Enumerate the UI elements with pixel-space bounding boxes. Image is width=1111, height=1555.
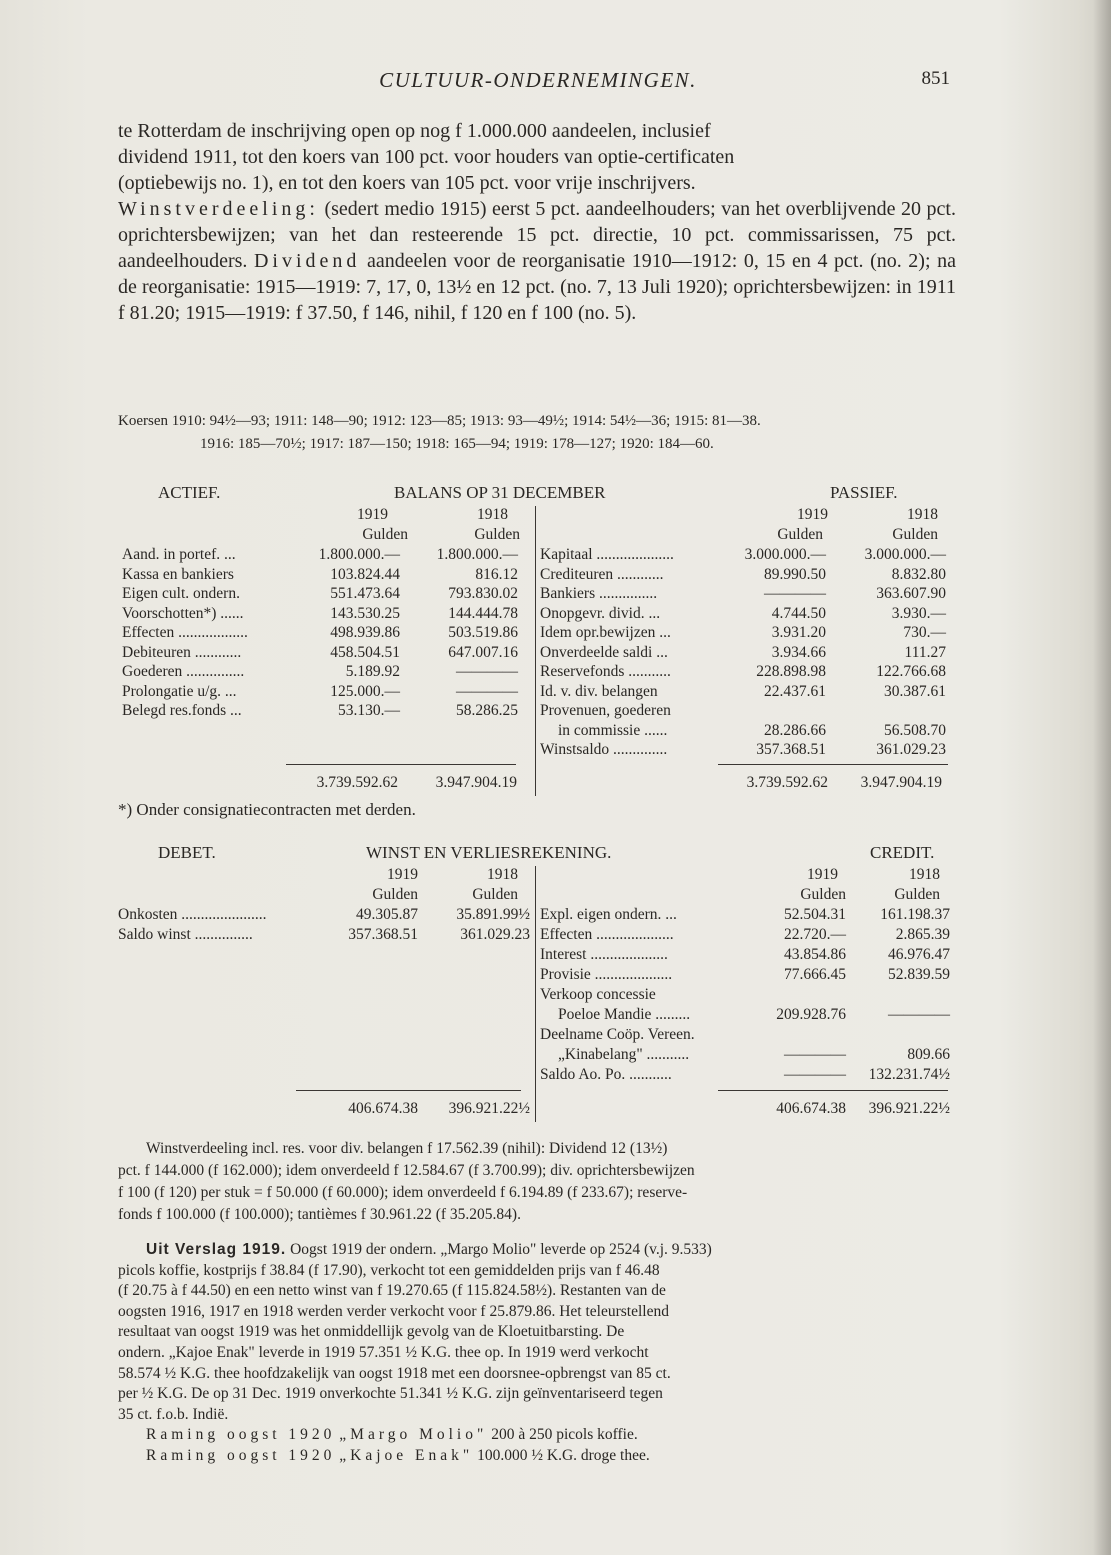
balans-table [118,506,956,796]
year-1918: 1918 [909,866,940,883]
total-credit-1919: 406.674.38 [776,1100,846,1117]
dividend-label: Dividend [253,250,361,272]
unit-label: Gulden [474,526,520,543]
value-1919: 458.504.51 [330,643,400,661]
value-1918: 730.— [903,624,946,641]
para-line: Winstverdeeling incl. res. voor div. belangen f 17.562.39 (nihil): Dividend 12 (13½) [146,1140,668,1157]
value-1918: 809.66 [907,1046,950,1063]
value-1919: ———— [764,585,826,602]
raming-text: 100.000 ½ K.G. droge thee. [473,1446,650,1464]
value-1919: 357.368.51 [348,926,418,943]
year-1919: 1919 [357,506,388,523]
row-label: Bankiers ............... [540,585,658,602]
intro-line: dividend 1911, tot den koers van 100 pct. voor houders van optie-certificaten [118,146,735,168]
balans-header [118,483,956,507]
row-label: in commissie ...... [558,721,668,739]
value-1918: 816.12 [475,565,518,583]
value-1918: ———— [888,1006,950,1023]
balans-divider [535,506,536,796]
value-1918: 647.007.16 [448,643,518,661]
koersen-line: 1916: 185—70½; 1917: 187—150; 1918: 165—94; 1919: 178—127; 1920: 184—60. [200,436,714,452]
intro-line: te Rotterdam de inschrijving open op nog f 1.000.000 aandeelen, inclusief [118,120,711,142]
unit-label: Gulden [892,526,938,543]
row-label: Poeloe Mandie ......... [558,1006,691,1023]
row-label: Saldo Ao. Po. ........... [540,1066,672,1083]
value-1918: 52.839.59 [888,966,950,983]
para-line: per ½ K.G. De op 31 Dec. 1919 onverkochte 51.341 ½ K.G. zijn geïnventariseerd tegen [118,1385,663,1403]
row-label: Onkosten ...................... [118,906,267,923]
value-1918: 363.607.90 [876,585,946,602]
unit-label: Gulden [472,886,518,903]
koersen-block [118,410,956,456]
balans-total-rule [718,764,948,765]
value-1919: ———— [784,1046,846,1063]
winst-left-title: DEBET. [158,843,216,862]
intro-paragraph [118,118,956,326]
raming-line [118,1446,956,1467]
value-1919: 143.530.25 [330,604,400,622]
value-1918: 58.286.25 [456,702,518,719]
row-label: Provisie .................... [540,966,673,983]
row-label: Eigen cult. ondern. [122,585,240,602]
value-1919: 3.931.20 [771,624,826,641]
balans-footnote: *) Onder consignatiecontracten met derden. [118,800,416,819]
total-debet-1919: 406.674.38 [348,1100,418,1117]
row-label: Saldo winst ............... [118,926,253,943]
unit-label: Gulden [777,526,823,543]
winstverdeeling-block [118,196,956,326]
total-debet-1918: 396.921.22½ [448,1100,530,1117]
year-1918: 1918 [907,506,938,523]
row-label: „Kinabelang" ........... [558,1046,690,1063]
raming-line [118,1425,956,1446]
unit-label: Gulden [372,886,418,903]
raming-name: „Kajoe Enak" [339,1446,474,1464]
value-1919: 125.000.— [330,682,400,700]
value-1918: 361.029.23 [876,741,946,758]
verslag-label: Uit Verslag 1919. [146,1241,287,1258]
winst-table [118,866,956,1122]
raming-text: 200 à 250 picols koffie. [487,1426,638,1444]
para-line: fonds f 100.000 (f 100.000); tantièmes f 30.961.22 (f 35.205.84). [118,1206,521,1223]
value-1918: 2.865.39 [895,926,950,943]
value-1918: ———— [456,663,518,680]
row-label: Effecten .................... [540,926,674,943]
value-1919: 43.854.86 [784,946,846,963]
row-label: Onopgevr. divid. ... [540,604,661,622]
row-label: Crediteuren ............ [540,565,664,583]
unit-label: Gulden [800,886,846,903]
year-1919: 1919 [387,866,418,883]
winst-center-title: WINST EN VERLIESREKENING. [366,843,612,862]
row-label: Deelname Coöp. Vereen. [540,1026,695,1043]
winst-total-rule [296,1090,521,1091]
year-1919: 1919 [797,506,828,523]
para-line: 58.574 ½ K.G. thee hoofdzakelijk van oogst 1918 met een doorsnee-opbrengst van 85 ct. [118,1364,671,1382]
value-1919: 1.800.000.— [318,546,400,563]
raming-name: „Margo Molio" [339,1426,488,1444]
page-edge-shadow [1093,0,1111,1555]
value-1918: 361.029.23 [460,926,530,943]
value-1918: 1.800.000.— [436,546,518,563]
balans-left-title: ACTIEF. [158,483,221,502]
value-1919: 53.130.— [338,702,400,719]
winst-header [118,843,956,867]
total-passief-1919: 3.739.592.62 [746,774,828,791]
row-label: Winstsaldo .............. [540,741,668,758]
value-1919: 28.286.66 [764,721,826,739]
balans-center-title: BALANS OP 31 DECEMBER [394,483,606,502]
winst-right-title: CREDIT. [870,843,935,862]
value-1918: 8.832.80 [891,565,946,583]
value-1919: 89.990.50 [764,565,826,583]
para-line: picols koffie, kostprijs f 38.84 (f 17.90), verkocht tot een gemiddelden prijs van f 46.48 [118,1261,660,1279]
winstverdeeling-label: Winstverdeeling: [118,198,319,220]
value-1918: 503.519.86 [448,624,518,641]
unit-label: Gulden [894,886,940,903]
row-label: Interest .................... [540,946,668,963]
value-1919: 52.504.31 [784,906,846,923]
dividend-text: aandeelen voor de reorganisatie 1910—1912: 0, 15 en 4 pct. (no. 2); na de reorganisatie: 1915—1919: 7, 17, 0, 13½ en 12 pct. (no. 7, 13 Juli 1920); oprichtersbewijzen: in 1911 f 81.20; 1915—1919: f 37.50, f 146, nihil, f 120 en f 100 (no. 5). [118,250,956,324]
raming-label: Raming oogst 1920 [146,1446,336,1464]
row-label: Provenuen, goederen [540,702,671,719]
year-1918: 1918 [487,866,518,883]
value-1918: 132.231.74½ [868,1066,950,1083]
page-number: 851 [921,68,950,89]
total-credit-1918: 396.921.22½ [868,1100,950,1117]
unit-label: Gulden [362,526,408,543]
value-1918: 144.444.78 [448,604,518,622]
value-1918: 161.198.37 [880,906,950,923]
row-label: Effecten .................. [122,624,248,641]
running-title: CULTUUR-ONDERNEMINGEN. [379,68,697,92]
page-header [118,68,958,98]
para-line: pct. f 144.000 (f 162.000); idem onverdeeld f 12.584.67 (f 3.700.99); div. oprichtersbewijzen [118,1162,695,1179]
raming-label: Raming oogst 1920 [146,1426,336,1444]
para-line: oogsten 1916, 1917 en 1918 werden verder verkocht voor f 25.879.86. Het teleurstellend [118,1302,669,1320]
balans-right-title: PASSIEF. [830,483,898,502]
value-1919: 22.720.— [784,926,846,943]
value-1919: 357.368.51 [756,741,826,758]
para-line [118,1240,956,1261]
para-line: resultaat van oogst 1919 was het onmiddellijk gevolg van de Kloetuitbarsting. De [118,1323,625,1341]
row-label: Debiteuren ............ [122,643,242,661]
verslag-first-line: Oogst 1919 der ondern. „Margo Molio" leverde op 2524 (v.j. 9.533) [286,1241,712,1258]
row-label: Verkoop concessie [540,986,656,1003]
value-1919: 3.934.66 [771,643,826,661]
value-1918: ———— [456,682,518,700]
intro-line: (optiebewijs no. 1), en tot den koers van 105 pct. voor vrije inschrijvers. [118,172,696,194]
row-label: Idem opr.bewijzen ... [540,624,671,641]
value-1918: 793.830.02 [448,585,518,602]
row-label: Onverdeelde saldi ... [540,643,668,661]
value-1918: 122.766.68 [876,663,946,680]
para-line: ondern. „Kajoe Enak" leverde in 1919 57.351 ½ K.G. thee op. In 1919 werd verkocht [118,1343,649,1361]
year-1918: 1918 [477,506,508,523]
row-label: Expl. eigen ondern. ... [540,906,677,923]
value-1918: 3.930.— [891,604,946,622]
row-label: Reservefonds ........... [540,663,671,680]
value-1918: 35.891.99½ [456,906,530,923]
value-1918: 30.387.61 [884,682,946,700]
row-label: Kassa en bankiers [122,565,234,583]
value-1919: 49.305.87 [356,906,418,923]
row-label: Prolongatie u/g. ... [122,682,237,700]
row-label: Id. v. div. belangen [540,682,658,700]
total-passief-1918: 3.947.904.19 [860,774,942,791]
koersen-line: Koersen 1910: 94½—93; 1911: 148—90; 1912: 123—85; 1913: 93—49½; 1914: 54½—36; 1915: 81—38. [118,413,761,429]
row-label: Kapitaal .................... [540,546,674,563]
value-1919: 22.437.61 [764,682,826,700]
total-actief-1919: 3.739.592.62 [316,774,398,791]
value-1918: 46.976.47 [888,946,950,963]
value-1919: 4.744.50 [771,604,826,622]
para-line: f 100 (f 120) per stuk = f 50.000 (f 60.000); idem onverdeeld f 6.194.89 (f 233.67); reserve- [118,1184,688,1201]
winstverdeeling-paragraph [118,1138,956,1226]
total-actief-1918: 3.947.904.19 [435,774,517,791]
value-1918: 3.000.000.— [864,546,946,563]
value-1919: 498.939.86 [330,624,400,641]
para-line: (f 20.75 à f 44.50) en een netto winst van f 19.270.65 (f 115.824.58½). Restanten van de [118,1282,666,1300]
value-1919: 209.928.76 [776,1006,846,1023]
winst-total-rule [718,1090,948,1091]
verslag-paragraph [118,1240,956,1467]
value-1919: 103.824.44 [330,565,400,583]
row-label: Voorschotten*) ...... [122,604,244,622]
winstverdeeling-text: (sedert medio 1915) eerst 5 pct. aandeelhouders; van het overblijvende 20 pct. oprichtersbewijzen; van het dan resteerende 15 pct. directie, 10 pct. commissarissen, 75 pct. aandeelhouders. [118,198,956,272]
row-label: Belegd res.fonds ... [122,702,242,719]
row-label: Goederen ............... [122,663,245,680]
year-1919: 1919 [807,866,838,883]
value-1918: 111.27 [904,643,946,661]
value-1918: 56.508.70 [884,721,946,739]
value-1919: 551.473.64 [330,585,400,602]
value-1919: ———— [784,1066,846,1083]
balans-total-rule [286,764,516,765]
para-line: 35 ct. f.o.b. Indië. [118,1405,229,1423]
value-1919: 228.898.98 [756,663,826,680]
row-label: Aand. in portef. ... [122,546,236,563]
value-1919: 3.000.000.— [744,546,826,563]
value-1919: 5.189.92 [345,663,400,680]
value-1919: 77.666.45 [784,966,846,983]
winst-divider [535,866,536,1122]
